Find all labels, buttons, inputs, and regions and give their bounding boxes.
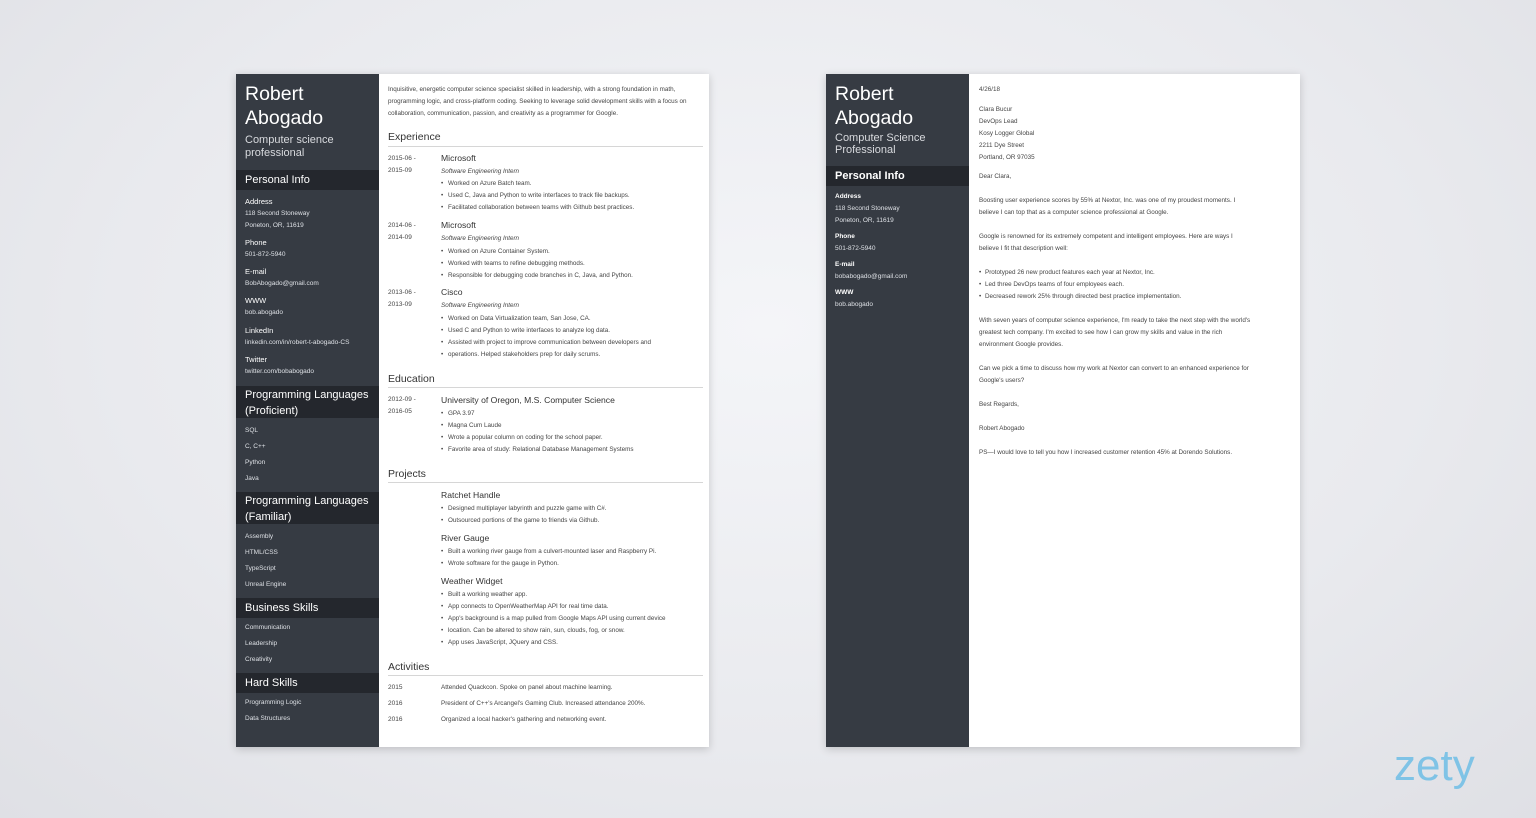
activity-text: President of C++'s Arcangel's Gaming Club. Increased attendance 200%. — [441, 700, 646, 707]
job-date-start: 2015-06 - — [388, 155, 416, 162]
zety-logo — [1394, 740, 1486, 798]
job-date-start: 2013-06 - — [388, 289, 416, 296]
project-bullet: • Built a working river gauge from a culvert-mounted laser and Raspberry Pi. — [441, 546, 703, 558]
resume-sidebar — [236, 74, 379, 747]
letter-bullet: • Led three DevOps teams of four employees each. — [979, 279, 1124, 291]
activities-heading: Activities — [388, 661, 430, 673]
job-bullet: • Assisted with project to improve communication between developers and — [441, 337, 703, 349]
cover-title-line1: Computer Science — [835, 132, 926, 144]
job-date-end: 2013-09 — [388, 301, 412, 308]
www-label: WWW — [245, 296, 267, 305]
skill-item: Creativity — [245, 656, 273, 663]
letter-greeting: Dear Clara, — [979, 173, 1012, 180]
cover-letter-page — [826, 74, 1300, 747]
projects-heading: Projects — [388, 468, 426, 480]
project-name: Ratchet Handle — [441, 490, 501, 500]
job-date-start: 2014-06 - — [388, 222, 416, 229]
skill-item: Python — [245, 459, 266, 466]
cover-address-label: Address — [835, 193, 862, 200]
edu-bullet: • Wrote a popular column on coding for the school paper. — [441, 432, 703, 444]
skill-item: Assembly — [245, 533, 274, 540]
twitter-value: twitter.com/bobabogado — [245, 368, 315, 375]
skill-item: TypeScript — [245, 565, 276, 572]
cover-name: Robert Abogado — [835, 83, 914, 129]
project-bullet-continued: • location. Can be altered to show rain, sun, clouds, fog, or snow. — [441, 625, 703, 637]
letter-paragraph-line: greatest tech company. I'm excited to see how I can grow my skills and value in the rich — [979, 329, 1223, 336]
skill-item: HTML/CSS — [245, 549, 278, 556]
job-bullet: • Worked on Azure Batch team. — [441, 178, 703, 190]
skill-item: C, C++ — [245, 443, 266, 450]
activity-text: Organized a local hacker's gathering and networking event. — [441, 716, 607, 723]
letter-date: 4/26/18 — [979, 86, 1001, 93]
cover-address-value: 118 Second Stoneway — [835, 205, 900, 212]
edu-date-end: 2016-05 — [388, 408, 412, 415]
job-company: Cisco — [441, 287, 463, 297]
letter-paragraph-line: Google's users? — [979, 377, 1025, 384]
section-divider — [388, 675, 703, 676]
skill-item: Programming Logic — [245, 699, 302, 706]
job-role: Software Engineering Intern — [441, 235, 520, 242]
project-bullet: • App's background is a map pulled from Google Maps API using current device — [441, 613, 703, 625]
letter-bullet: • Decreased rework 25% through directed best practice implementation. — [979, 291, 1181, 303]
job-company: Microsoft — [441, 220, 476, 230]
cover-email-value: bobabogado@gmail.com — [835, 273, 908, 280]
job-bullet: • Facilitated collaboration between teams with Github best practices. — [441, 202, 703, 214]
cover-title-line2: Professional — [835, 144, 896, 156]
project-bullet: • Built a working weather app. — [441, 589, 703, 601]
edu-school: University of Oregon, M.S. Computer Science — [441, 395, 615, 405]
letter-paragraph-line: Can we pick a time to discuss how my work at Nextor can convert to an enhanced experience for — [979, 365, 1249, 372]
letter-bullet: • Prototyped 26 new product features each year at Nextor, Inc. — [979, 267, 1155, 279]
twitter-label: Twitter — [245, 355, 268, 364]
cover-www-label: WWW — [835, 289, 854, 296]
project-name: Weather Widget — [441, 576, 503, 586]
letter-closing: Best Regards, — [979, 401, 1019, 408]
cover-address-value-2: Poneton, OR, 11619 — [835, 217, 894, 224]
job-bullet: • Used C, Java and Python to write interfaces to track file backups. — [441, 190, 703, 202]
job-bullet: • Worked with teams to refine debugging methods. — [441, 258, 703, 270]
activity-year: 2016 — [388, 716, 403, 723]
resume-name: Robert Abogado — [245, 83, 324, 129]
linkedin-value: linkedin.com/in/robert-t-abogado-CS — [245, 339, 350, 346]
cover-main — [969, 74, 1300, 747]
job-company: Microsoft — [441, 153, 476, 163]
resume-title-line2: professional — [245, 147, 305, 159]
skill-item: Leadership — [245, 640, 278, 647]
resume-summary: Inquisitive, energetic computer science specialist skilled in leadership, with a strong foundation in math, programming logic, and cross-platform coding. Seeking to leverage solid development skills with a focus on collaboration, communication, passion, and creativity as a programmer for Google. — [388, 86, 687, 117]
cover-phone-value: 501-872-5940 — [835, 245, 876, 252]
letter-paragraph-line: With seven years of computer science experience, I'm ready to take the next step with the world's — [979, 317, 1251, 324]
edu-bullet: • Magna Cum Laude — [441, 420, 703, 432]
project-bullet: • Outsourced portions of the game to friends via Github. — [441, 515, 703, 527]
project-bullet: • App connects to OpenWeatherMap API for real time data. — [441, 601, 703, 613]
letter-postscript: PS—I would love to tell you how I increased customer retention 45% at Dorendo Solutions. — [979, 449, 1233, 456]
recipient-line: Portland, OR 97035 — [979, 154, 1035, 161]
www-value: bob.abogado — [245, 309, 283, 316]
letter-paragraph-line: environment Google provides. — [979, 341, 1064, 348]
section-divider — [388, 482, 703, 483]
phone-value: 501-872-5940 — [245, 251, 286, 258]
edu-bullet: • Favorite area of study: Relational Database Management Systems — [441, 444, 703, 456]
cover-phone-label: Phone — [835, 233, 855, 240]
experience-heading: Experience — [388, 131, 441, 143]
personal-info-heading: Personal Info — [236, 170, 379, 190]
job-bullet: • Responsible for debugging code branches in C, Java, and Python. — [441, 270, 703, 282]
project-bullet: • Designed multiplayer labyrinth and puzzle game with C#. — [441, 503, 703, 515]
letter-paragraph-line: Boosting user experience scores by 55% at Nextor, Inc. was one of my proudest moments. I — [979, 197, 1236, 204]
section-divider — [388, 146, 703, 147]
resume-page — [236, 74, 709, 747]
edu-date-start: 2012-09 - — [388, 396, 416, 403]
edu-bullet: • GPA 3.97 — [441, 408, 703, 420]
prog-familiar-heading: Programming Languages (Familiar) — [236, 492, 379, 524]
job-date-end: 2015-09 — [388, 167, 412, 174]
activity-year: 2016 — [388, 700, 403, 707]
skill-item: Data Structures — [245, 715, 291, 722]
job-date-end: 2014-09 — [388, 234, 412, 241]
cover-sidebar — [826, 74, 969, 747]
address-value: 118 Second Stoneway — [245, 210, 310, 217]
job-bullet: • Used C and Python to write interfaces to analyze log data. — [441, 325, 703, 337]
project-name: River Gauge — [441, 533, 490, 543]
job-role: Software Engineering Intern — [441, 168, 520, 175]
skill-item: Java — [245, 475, 259, 482]
linkedin-label: LinkedIn — [245, 326, 274, 335]
cover-personal-info-heading: Personal Info — [826, 166, 969, 186]
hard-skills-heading: Hard Skills — [236, 673, 379, 693]
letter-paragraph-line: believe I fit that description well: — [979, 245, 1068, 252]
education-heading: Education — [388, 373, 435, 385]
skill-item: Communication — [245, 624, 291, 631]
skill-item: SQL — [245, 427, 259, 434]
recipient-line: Kosy Logger Global — [979, 130, 1035, 137]
project-bullet: • Wrote software for the gauge in Python. — [441, 558, 703, 570]
phone-label: Phone — [245, 238, 267, 247]
email-value: BobAbogado@gmail.com — [245, 280, 319, 287]
logo-text: zety — [1394, 741, 1475, 790]
letter-signature: Robert Abogado — [979, 425, 1025, 432]
recipient-line: 2211 Dye Street — [979, 142, 1025, 149]
resume-title-line1: Computer science — [245, 134, 334, 146]
business-skills-heading: Business Skills — [236, 598, 379, 618]
address-value-2: Poneton, OR, 11619 — [245, 222, 304, 229]
cover-www-value: bob.abogado — [835, 301, 873, 308]
letter-paragraph-line: believe I can top that as a computer science professional at Google. — [979, 209, 1169, 216]
address-label: Address — [245, 197, 273, 206]
recipient-line: Clara Bucur — [979, 106, 1013, 113]
resume-main — [379, 74, 709, 747]
activity-text: Attended Quackcon. Spoke on panel about machine learning. — [441, 684, 613, 691]
project-bullet: • App uses JavaScript, JQuery and CSS. — [441, 637, 703, 649]
activity-year: 2015 — [388, 684, 403, 691]
skill-item: Unreal Engine — [245, 581, 287, 588]
email-label: E-mail — [245, 267, 267, 276]
section-divider — [388, 387, 703, 388]
prog-proficient-heading: Programming Languages (Proficient) — [236, 386, 379, 418]
job-bullet: • Worked on Azure Container System. — [441, 246, 703, 258]
recipient-line: DevOps Lead — [979, 118, 1018, 125]
cover-email-label: E-mail — [835, 261, 855, 268]
job-bullet: • Worked on Data Virtualization team, San Jose, CA. — [441, 313, 703, 325]
letter-paragraph-line: Google is renowned for its extremely competent and intelligent employees. Here are ways I — [979, 233, 1233, 240]
job-role: Software Engineering Intern — [441, 302, 520, 309]
job-bullet-continued: • operations. Helped stakeholders prep for daily scrums. — [441, 349, 703, 361]
